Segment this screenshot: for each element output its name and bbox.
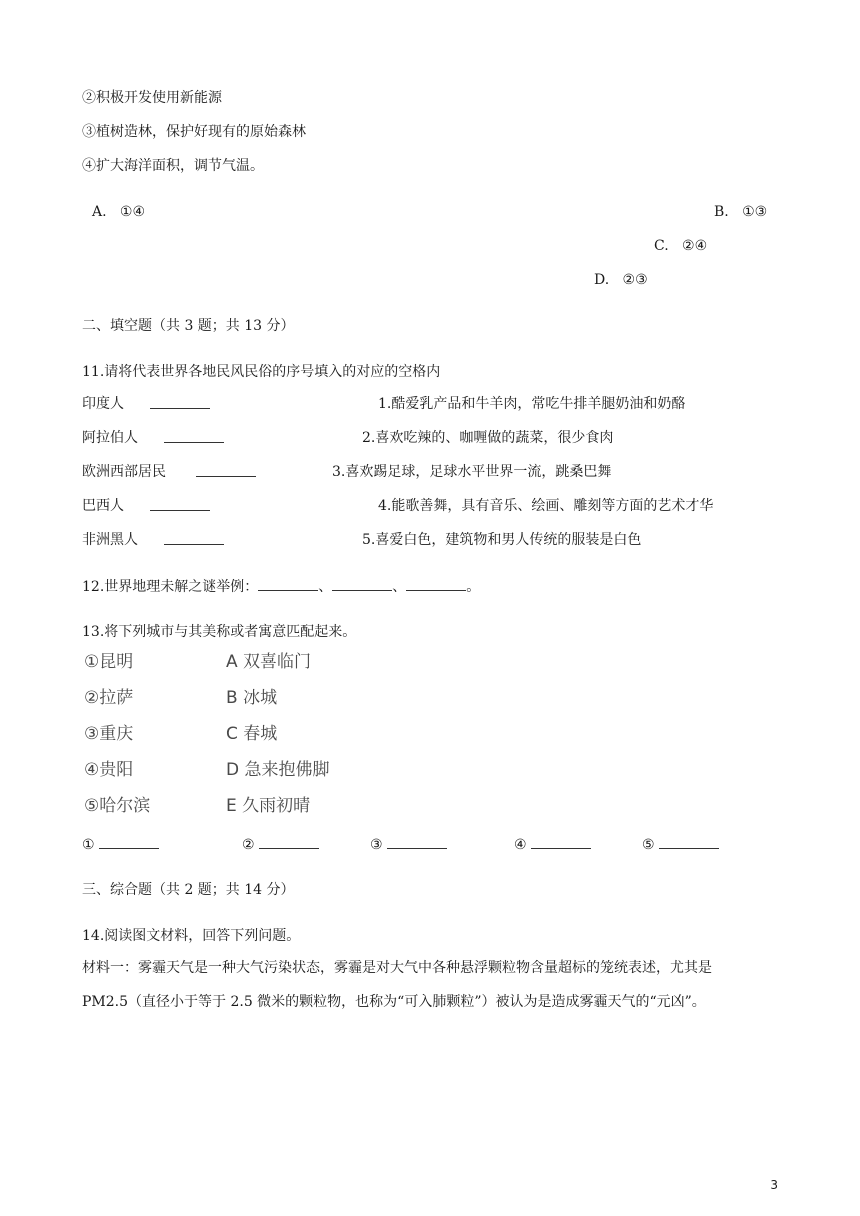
- q11-row-left-2: 阿拉伯人: [82, 430, 138, 446]
- q11-blank-4[interactable]: [150, 496, 210, 511]
- q11-row-right-5: 5.喜爱白色，建筑物和男人传统的服装是白色: [362, 532, 642, 548]
- city-1: ①昆明: [84, 652, 134, 672]
- page-number: 3: [770, 1178, 778, 1192]
- option-label: C.: [654, 238, 669, 254]
- option-value: ①③: [742, 204, 768, 220]
- q13-answer-3: [370, 834, 447, 855]
- answer-label: ②: [242, 837, 255, 853]
- name-b: B 冰城: [226, 688, 278, 708]
- option-label: B.: [714, 204, 729, 220]
- q11-row-right-3: 3.喜欢踢足球，足球水平世界一流，跳桑巴舞: [332, 464, 612, 480]
- city-3: ③重庆: [84, 724, 134, 744]
- section-heading-comprehensive: 三、综合题（共 2 题；共 14 分）: [82, 882, 295, 898]
- answer-label: ⑤: [642, 837, 655, 853]
- name-a: A 双喜临门: [226, 652, 312, 672]
- city-5: ⑤哈尔滨: [84, 796, 151, 816]
- q13-matching-image: [82, 646, 342, 826]
- option-label: D.: [594, 272, 610, 288]
- q13-blank-5[interactable]: [659, 834, 719, 849]
- q12-line: [82, 576, 480, 597]
- q11-row-left-4: 巴西人: [82, 498, 124, 514]
- q13-blank-3[interactable]: [387, 834, 447, 849]
- q12-separator: 、: [392, 579, 407, 595]
- q11-row-right-1: 1.酷爱乳产品和牛羊肉，常吃牛排羊腿奶油和奶酪: [378, 396, 686, 412]
- section-heading-fill-in: 二、填空题（共 3 题；共 13 分）: [82, 318, 295, 334]
- q10-item-2: ②积极开发使用新能源: [82, 90, 222, 106]
- q11-row-left-1: 印度人: [82, 396, 124, 412]
- option-value: ②④: [682, 238, 708, 254]
- answer-label: ①: [82, 837, 95, 853]
- q13-blank-2[interactable]: [259, 834, 319, 849]
- q13-answer-2: [242, 834, 319, 855]
- q12-blank-2[interactable]: [332, 576, 392, 591]
- q14-prompt: 14.阅读图文材料，回答下列问题。: [82, 928, 301, 944]
- option-value: ②③: [622, 272, 648, 288]
- q10-item-4: ④扩大海洋面积，调节气温。: [82, 158, 264, 174]
- q13-prompt: 13.将下列城市与其美称或者寓意匹配起来。: [82, 624, 357, 640]
- q13-blank-1[interactable]: [99, 834, 159, 849]
- q11-row-right-2: 2.喜欢吃辣的、咖喱做的蔬菜，很少食肉: [362, 430, 614, 446]
- name-c: C 春城: [226, 724, 278, 744]
- q12-blank-1[interactable]: [258, 576, 318, 591]
- option-label: A.: [92, 204, 107, 220]
- q10-option-a: [92, 202, 145, 222]
- q11-row-left-5: 非洲黑人: [82, 532, 138, 548]
- answer-label: ③: [370, 837, 383, 853]
- q13-answer-4: [514, 834, 591, 855]
- q11-blank-3[interactable]: [196, 462, 256, 477]
- city-4: ④贵阳: [84, 760, 134, 780]
- q11-blank-2[interactable]: [164, 428, 224, 443]
- city-2: ②拉萨: [84, 688, 134, 708]
- q14-material-line-2: PM2.5（直径小于等于 2.5 微米的颗粒物，也称为“可入肺颗粒”）被认为是造成雾霾天气的“元凶”。: [82, 994, 706, 1010]
- q12-separator: 、: [318, 579, 333, 595]
- name-d: D 急来抱佛脚: [226, 760, 330, 780]
- q10-option-c: [654, 236, 707, 256]
- q11-blank-5[interactable]: [164, 530, 224, 545]
- q13-blank-4[interactable]: [531, 834, 591, 849]
- q12-end: 。: [466, 579, 481, 595]
- q13-answer-1: [82, 834, 159, 855]
- q14-material-line-1: 材料一：雾霾天气是一种大气污染状态，雾霾是对大气中各种悬浮颗粒物含量超标的笼统表述，尤其是: [82, 960, 712, 976]
- name-e: E 久雨初晴: [226, 796, 311, 816]
- q10-option-d: [594, 270, 648, 290]
- q11-blank-1[interactable]: [150, 394, 210, 409]
- q11-row-left-3: 欧洲西部居民: [82, 464, 166, 480]
- option-value: ①④: [119, 204, 146, 220]
- q12-blank-3[interactable]: [406, 576, 466, 591]
- q12-prompt: 12.世界地理未解之谜举例：: [82, 579, 259, 595]
- q11-prompt: 11.请将代表世界各地民风民俗的序号填入的对应的空格内: [82, 364, 441, 380]
- q11-row-right-4: 4.能歌善舞，具有音乐、绘画、雕刻等方面的艺术才华: [378, 498, 714, 514]
- answer-label: ④: [514, 837, 527, 853]
- q10-option-b: [714, 202, 767, 222]
- q13-answer-5: [642, 834, 719, 855]
- q10-item-3: ③植树造林，保护好现有的原始森林: [82, 124, 306, 140]
